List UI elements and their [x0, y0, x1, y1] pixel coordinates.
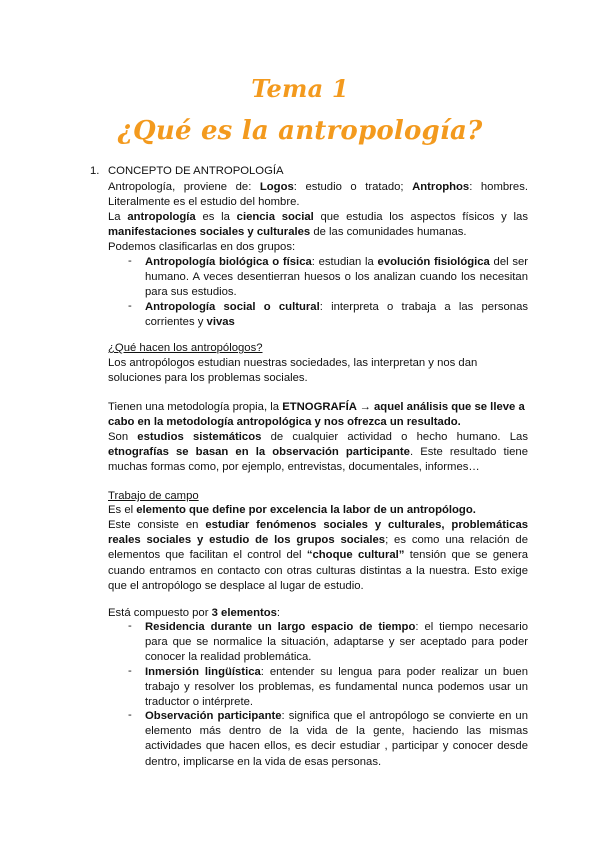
section-heading [90, 165, 284, 177]
paragraph-social-science: La antropología es la ciencia social que estudia los aspectos físicos y las manifestaciones sociales y culturales de las comunidades humanas. [108, 211, 528, 239]
bullet-dash: - [128, 665, 132, 677]
bullet-social: Antropología social o cultural: interpreta o trabaja a las personas corrientes y vivas [145, 301, 528, 329]
paragraph-anthropologists: Los antropólogos estudian nuestras sociedades, las interpretan y nos dan soluciones para los problemas sociales. [108, 357, 478, 385]
paragraph-definition: Antropología, proviene de: Logos: estudio o tratado; Antrophos: hombres. Literalmente es el estudio del hombre. [108, 181, 528, 209]
section-title: CONCEPTO DE ANTROPOLOGÍA [108, 165, 284, 177]
bullet-residence: Residencia durante un largo espacio de tiempo: el tiempo necesario para que se normalice la situación, adaptarse y ser aceptado para poder conocer la realidad problemática. [145, 621, 528, 664]
bullet-linguistic-immersion: Inmersión lingüística: entender su lengua para poder realizar un buen trabajo y resolver los problemas, es fundamental nunca podemos usar un traductor o intérprete. [145, 666, 528, 709]
subheading-what-do-they-do: ¿Qué hacen los antropólogos? [108, 342, 263, 354]
subheading-field-work: Trabajo de campo [108, 490, 199, 502]
bullet-biological: Antropología biológica o física: estudian la evolución fisiológica del ser humano. A veces desentierran huesos o los analizan cuando los necesitan para sus estudios. [145, 256, 529, 299]
bullet-dash: - [128, 620, 132, 632]
paragraph-systematic-studies: Son estudios sistemáticos de cualquier actividad o hecho humano. Las etnografías se basan en la observación participante. Este resultado tiene muchas formas como, por ejemplo, entrevistas, documentales, informes… [108, 431, 528, 474]
paragraph-groups-intro: Podemos clasificarlas en dos grupos: [108, 241, 296, 253]
bullet-dash: - [128, 300, 132, 312]
document-title: Tema 1 [251, 74, 349, 103]
paragraph-three-elements: Está compuesto por 3 elementos: [108, 607, 281, 619]
paragraph-ethnography: Tienen una metodología propia, la ETNOGRAFÍA → aquel análisis que se lleve a cabo en la metodología antropológica y nos ofrezca un resultado. [108, 401, 525, 429]
paragraph-field-description: Este consiste en estudiar fenómenos sociales y culturales, problemáticas reales sociales y estudio de los grupos sociales; es como una relación de elementos que facilitan el control del “choque cultural” tensión que se genera cuando entramos en contacto con otras culturas distintas a la nuestra. Esto exige que el antropólogo se desplace al lugar de estudio. [108, 519, 529, 592]
bullet-dash: - [128, 709, 132, 721]
paragraph-field-definition: Es el elemento que define por excelencia la labor de un antropólogo. [108, 504, 476, 516]
bullet-participant-observation: Observación participante: significa que el antropólogo se convierte en un elemento más dentro de la vida de la gente, haciendo las mismas actividades que hacen ellos, es decir estudiar , participar y conocer desde dentro, implicarse en la vida de esas personas. [145, 710, 528, 768]
bullet-dash: - [128, 255, 132, 267]
section-number: 1. [90, 165, 100, 177]
document-subtitle: ¿Qué es la antropología? [117, 116, 483, 146]
